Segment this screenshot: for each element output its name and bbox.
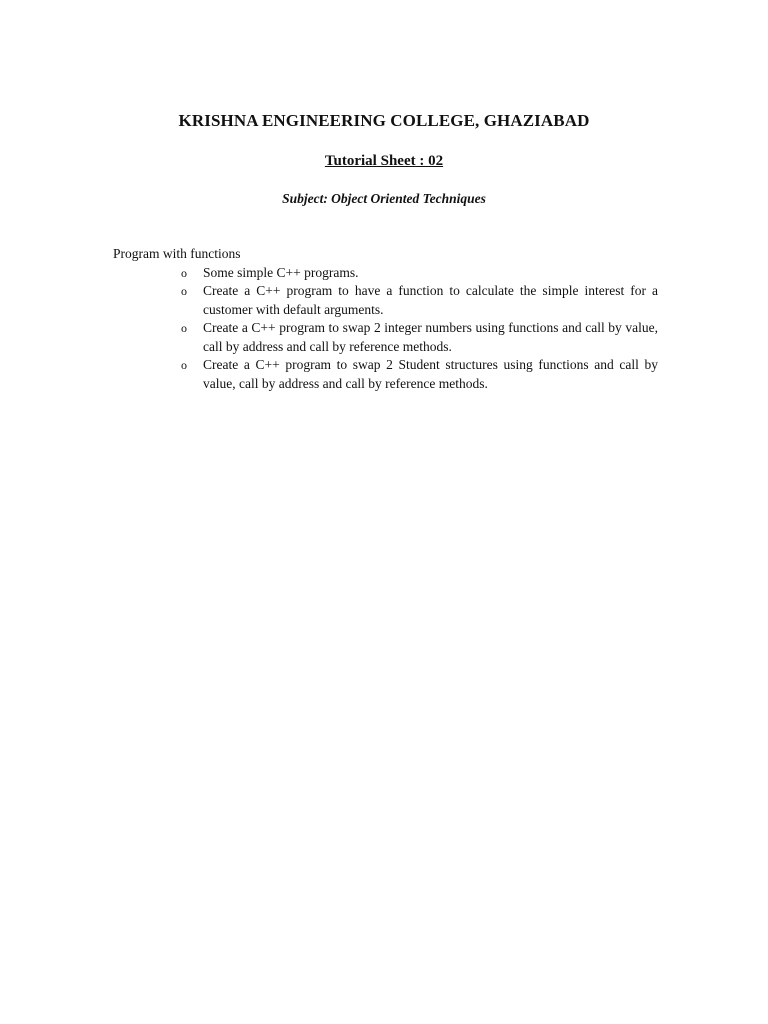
bullet-icon: o [181,358,187,372]
tutorial-sheet-title: Tutorial Sheet : 02 [324,153,444,169]
list-item [113,282,658,319]
section-heading: Program with functions [113,246,241,261]
bullet-icon: o [181,265,187,280]
list-item-text: Create a C++ program to swap 2 Student structures using functions and call by value, call by address and call by reference methods. [203,357,658,391]
list-item-text: Create a C++ program to have a function to calculate the simple interest for a customer with default arguments. [203,283,658,317]
functions-section [113,245,658,393]
college-title: KRISHNA ENGINEERING COLLEGE, GHAZIABAD [178,111,590,130]
list-item-text: Create a C++ program to swap 2 integer numbers using functions and call by value, call by address and call by reference methods. [203,320,658,354]
list-item [113,319,658,356]
subject-line: Subject: Object Oriented Techniques [282,191,486,206]
bullet-icon: o [181,321,187,335]
list-item-text: Some simple C++ programs. [203,264,359,280]
list-item [113,356,658,393]
list-item [113,264,658,283]
bullet-icon: o [181,284,187,298]
task-list [113,264,658,394]
